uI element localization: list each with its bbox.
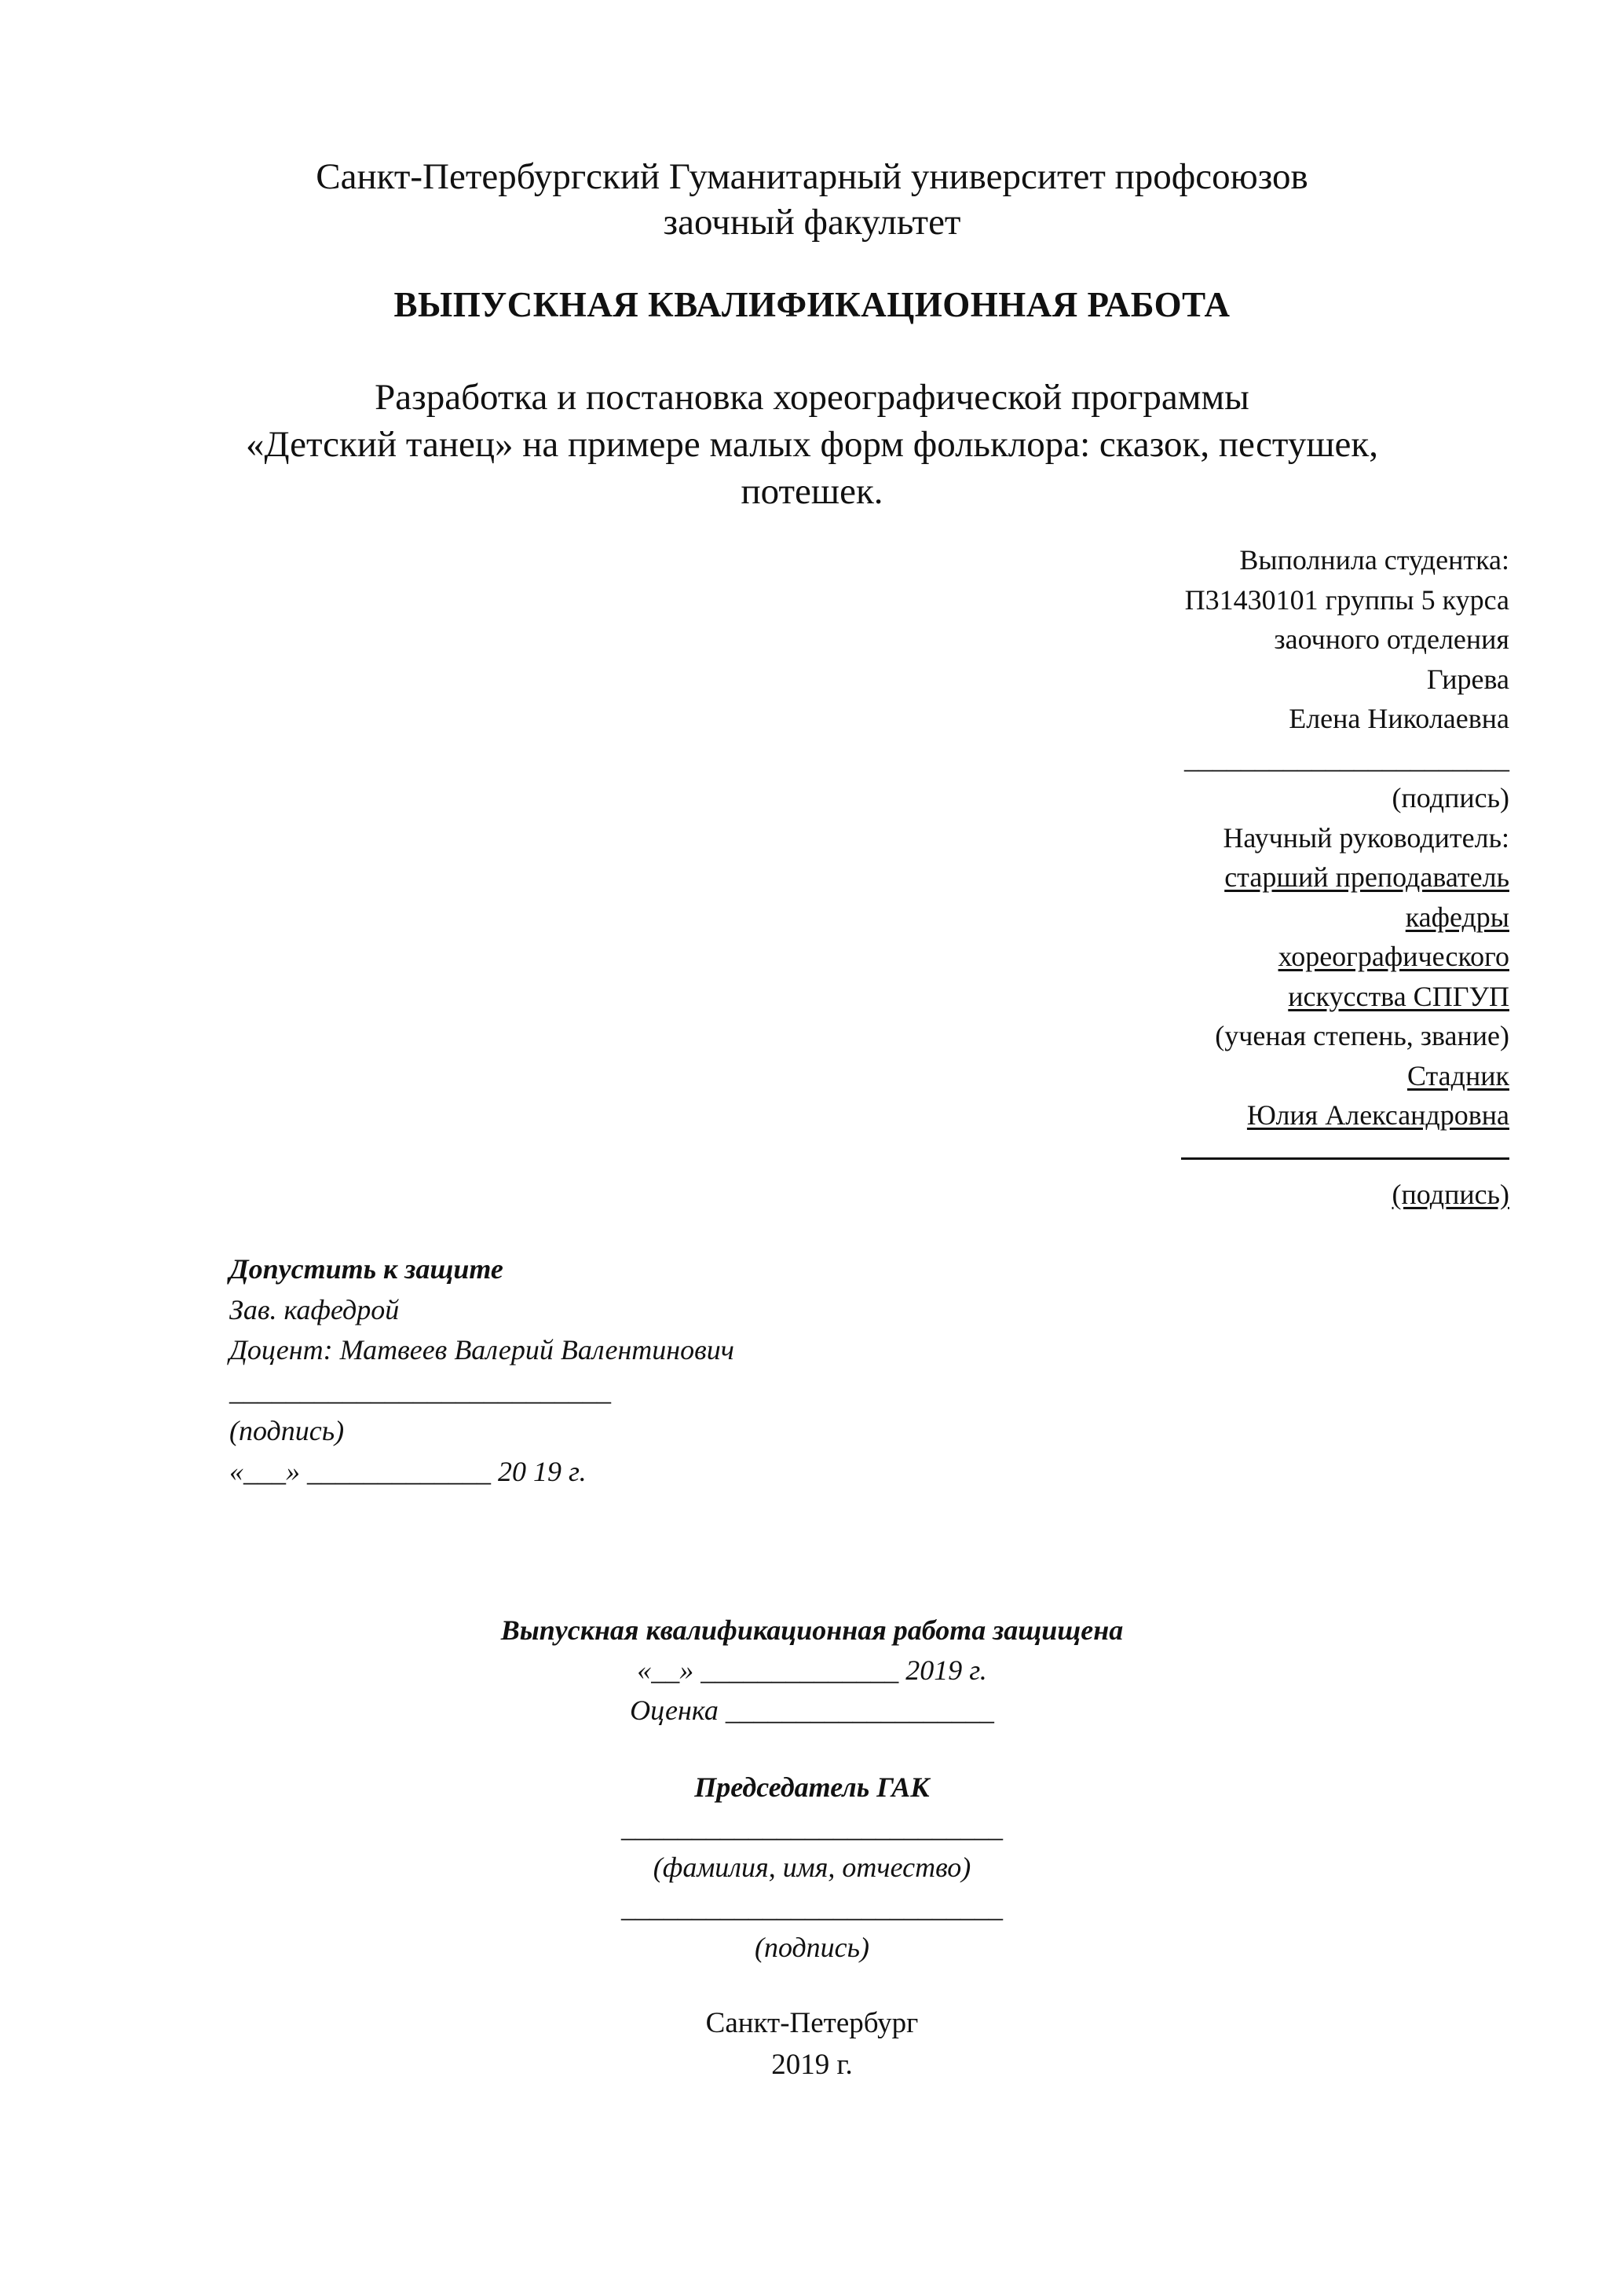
- author-surname: Гирева: [1426, 663, 1509, 695]
- topic-line-1: Разработка и постановка хореографической программы: [375, 377, 1249, 418]
- supervisor-intro: Научный руководитель:: [1223, 821, 1509, 854]
- supervisor-position-2: кафедры: [1405, 901, 1509, 933]
- supervisor-degree-label: (ученая степень, звание): [1215, 1020, 1509, 1051]
- faculty-name: заочный факультет: [663, 202, 961, 243]
- defense-heading: Выпускная квалификационная работа защищена: [500, 1614, 1124, 1646]
- approval-person: Доцент: Матвеев Валерий Валентинович: [229, 1334, 734, 1366]
- supervisor-signature-label: (подпись): [1392, 1178, 1509, 1210]
- chairman-signature-line: ___________________________: [621, 1892, 1003, 1923]
- chairman-heading: Председатель ГАК: [694, 1771, 930, 1803]
- footer-city: Санкт-Петербург: [705, 2007, 919, 2039]
- author-intro: Выполнила студентка:: [1239, 544, 1509, 576]
- chairman-name-label: (фамилия, имя, отчество): [653, 1852, 971, 1883]
- approval-role: Зав. кафедрой: [229, 1293, 400, 1325]
- supervisor-position-4: искусства СПГУП: [1288, 980, 1509, 1012]
- supervisor-position-3: хореографического: [1278, 941, 1509, 972]
- thesis-topic: [0, 374, 1624, 515]
- chairman-block: [0, 1768, 1624, 1968]
- author-signature-label: (подпись): [1392, 782, 1509, 813]
- approval-block: [229, 1249, 734, 1492]
- author-block: [803, 540, 1509, 1214]
- topic-line-2: «Детский танец» на примере малых форм фольклора: сказок, пестушек,: [246, 424, 1378, 465]
- defense-block: [0, 1610, 1624, 1731]
- document-title: ВЫПУСКНАЯ КВАЛИФИКАЦИОННАЯ РАБОТА: [393, 285, 1231, 324]
- supervisor-surname: Стадник: [1406, 1059, 1509, 1091]
- defense-grade: Оценка ___________________: [630, 1695, 994, 1726]
- topic-line-3: потешек.: [741, 471, 883, 512]
- university-header: [0, 154, 1624, 245]
- defense-date: «__» ______________ 2019 г.: [637, 1654, 987, 1686]
- supervisor-name: Юлия Александровна: [1246, 1099, 1509, 1131]
- footer-block: [0, 2002, 1624, 2086]
- footer-year: 2019 г.: [771, 2049, 853, 2081]
- author-department: заочного отделения: [1274, 623, 1509, 655]
- university-name: Санкт-Петербургский Гуманитарный университет профсоюзов: [316, 156, 1308, 197]
- approval-heading: Допустить к защите: [229, 1253, 503, 1285]
- approval-date: «___» _____________ 20 19 г.: [229, 1455, 587, 1487]
- author-name: Елена Николаевна: [1289, 703, 1509, 734]
- approval-signature-label: (подпись): [229, 1415, 345, 1446]
- supervisor-position-1: старший преподаватель: [1224, 861, 1509, 893]
- approval-signature-line: ___________________________: [229, 1374, 611, 1406]
- author-group: П31430101 группы 5 курса: [1184, 583, 1509, 616]
- author-signature-line: _______________________: [1184, 742, 1509, 774]
- supervisor-signature-line: [1181, 1157, 1509, 1160]
- chairman-signature-label: (подпись): [754, 1932, 870, 1963]
- chairman-name-line: ___________________________: [621, 1812, 1003, 1843]
